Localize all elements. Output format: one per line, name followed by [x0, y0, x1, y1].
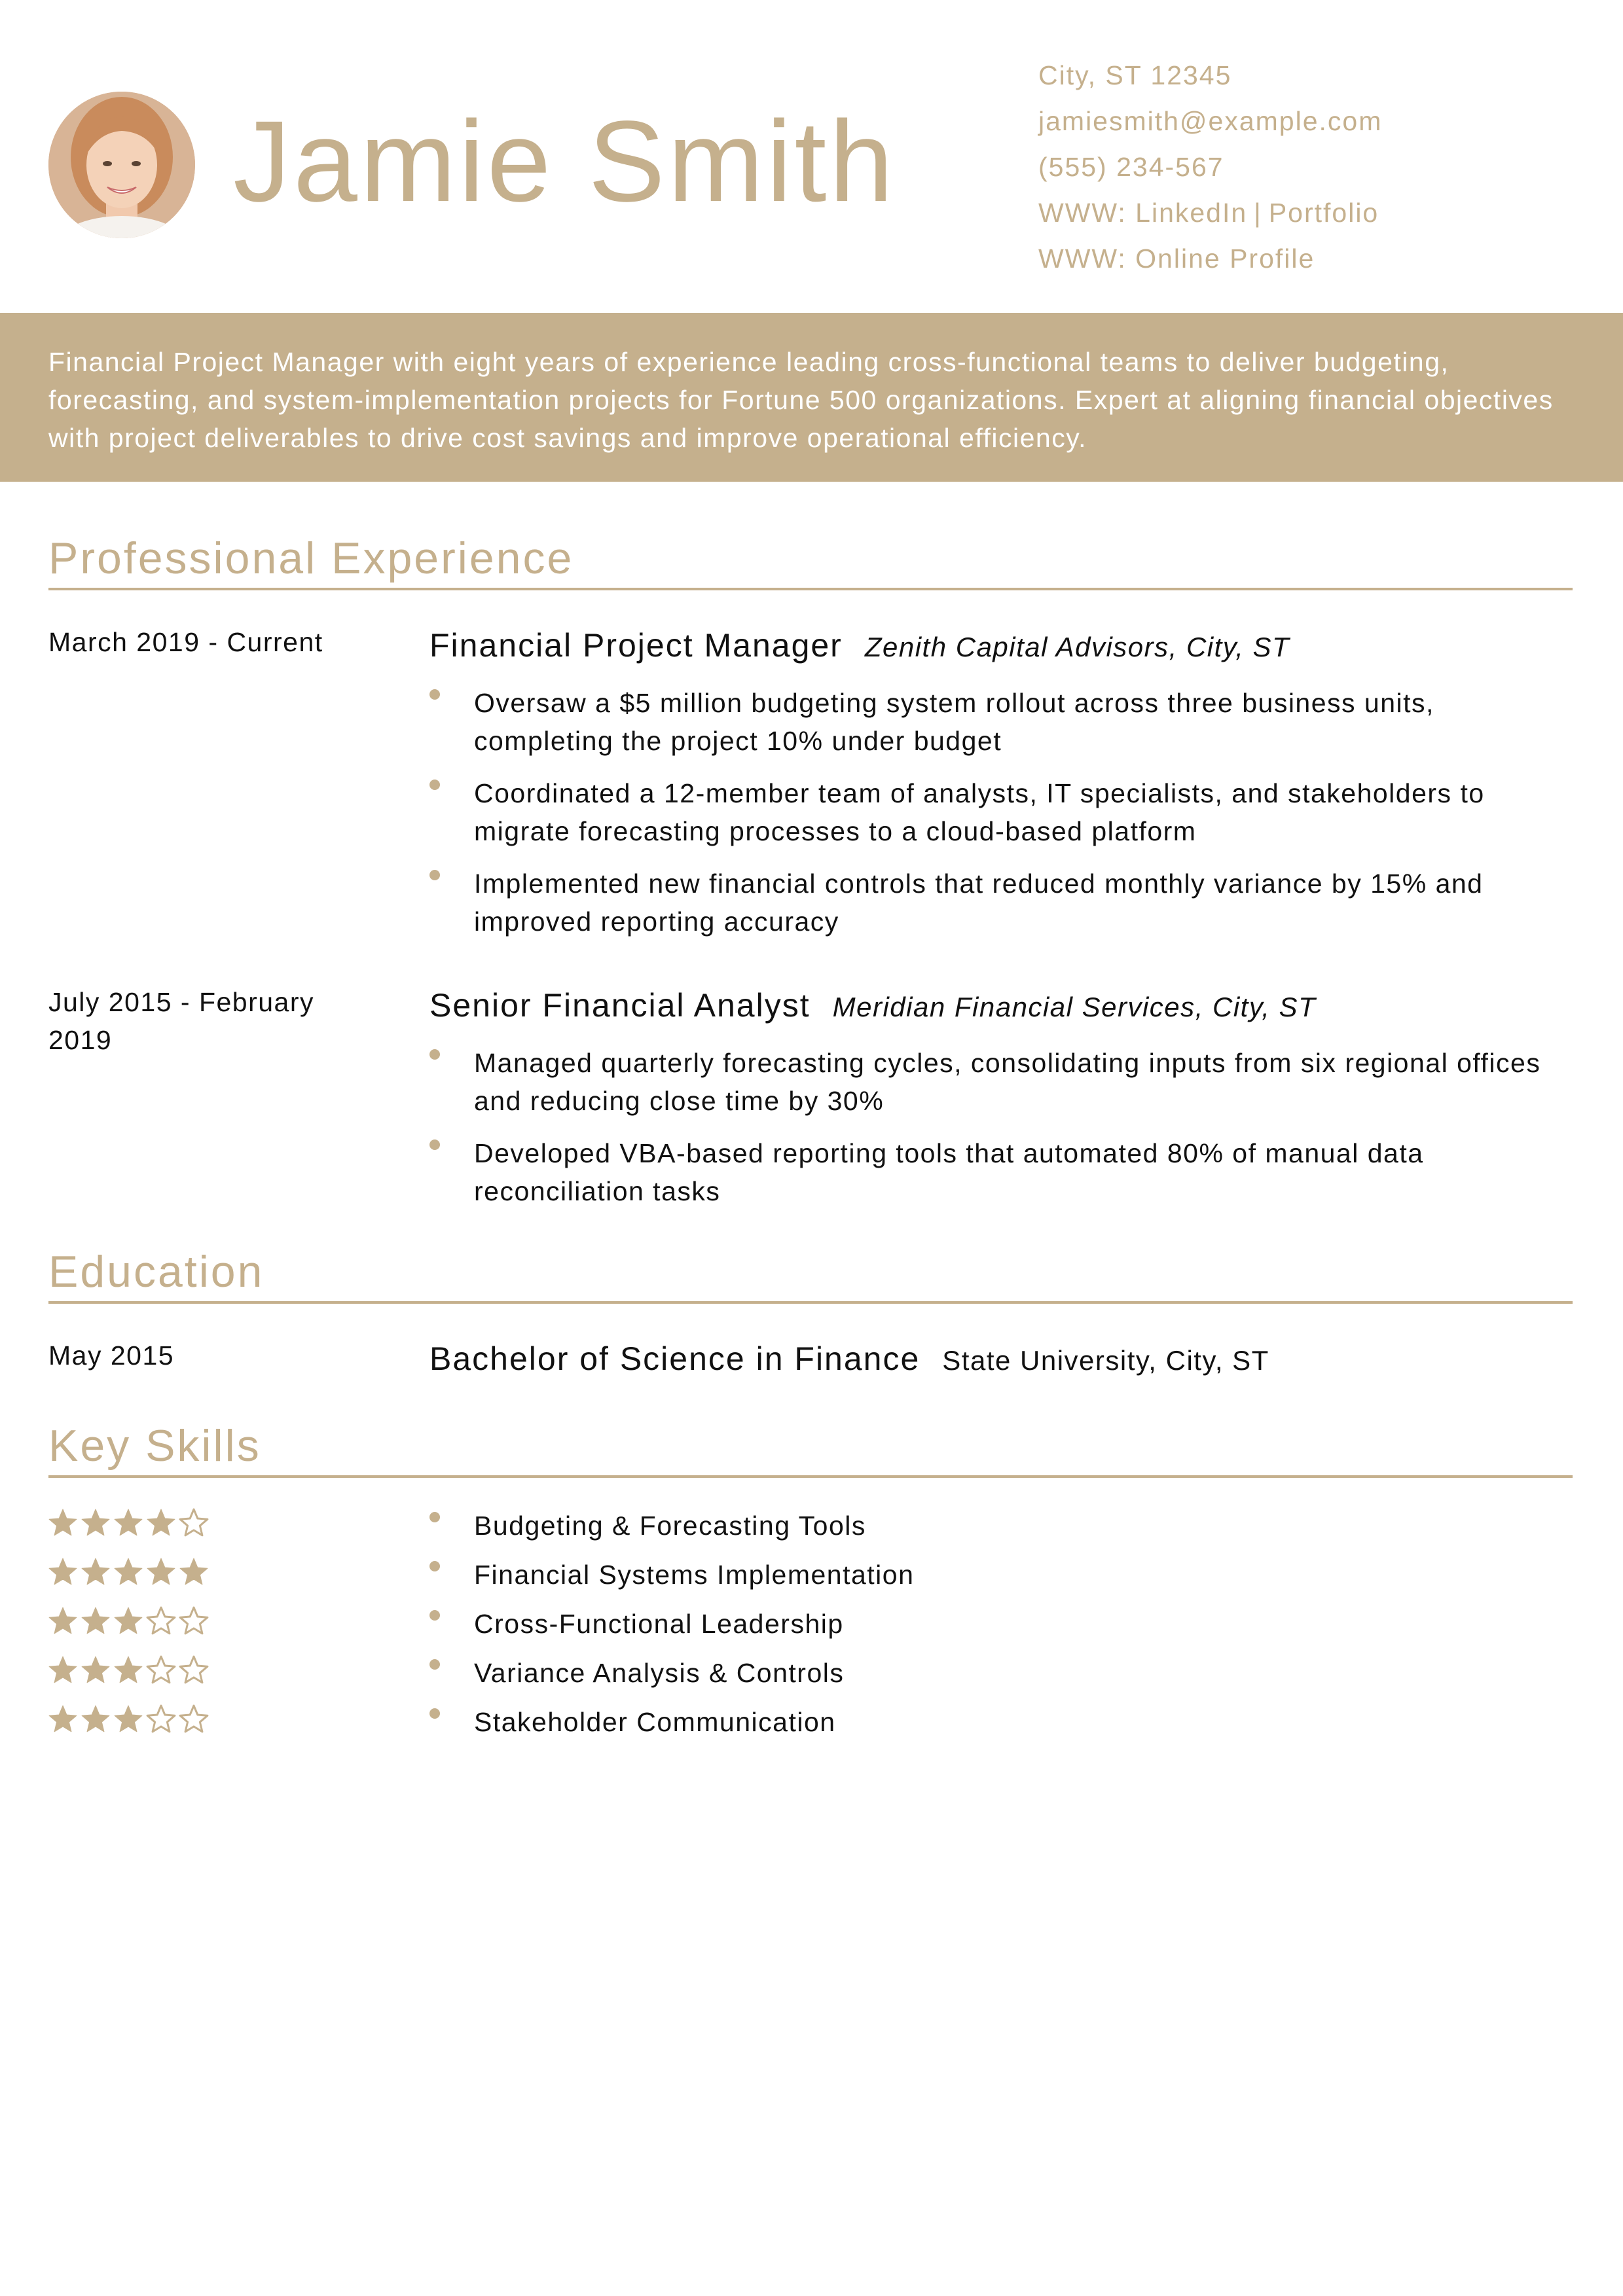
education-date: May 2015 — [48, 1340, 175, 1371]
skill-item — [429, 1654, 1573, 1692]
job-title: Financial Project Manager — [429, 627, 843, 664]
star-outline-icon — [180, 1657, 208, 1683]
skills-heading: Key Skills — [48, 1421, 261, 1471]
skill-item — [429, 1556, 1573, 1594]
job-dates: July 2015 - February 2019 — [48, 987, 315, 1055]
list-item: Oversaw a $5 million budgeting system rollout across three business units, completing the project 10% under budget — [429, 684, 1573, 760]
portfolio-link[interactable]: Portfolio — [1268, 198, 1379, 228]
job-org: Meridian Financial Services, City, ST — [832, 992, 1317, 1022]
skill-item — [429, 1703, 1573, 1741]
candidate-name: Jamie Smith — [233, 98, 896, 226]
profile-photo — [48, 92, 195, 238]
star-filled-icon — [82, 1509, 109, 1535]
skill-name: Financial Systems Implementation — [474, 1560, 915, 1590]
star-outline-icon — [180, 1607, 208, 1634]
skills-section-heading — [48, 1416, 1573, 1478]
job-bullets — [429, 1044, 1573, 1210]
star-filled-icon — [147, 1558, 175, 1585]
experience-section-heading — [48, 529, 1573, 590]
skill-rating-stars — [48, 1604, 219, 1640]
star-filled-icon — [82, 1558, 109, 1585]
star-filled-icon — [49, 1509, 77, 1535]
star-filled-icon — [115, 1558, 142, 1585]
bullet-dot-icon — [429, 780, 440, 790]
list-item: Implemented new financial controls that reduced monthly variance by 15% and improved reporting accuracy — [429, 865, 1573, 941]
skill-rating-stars — [48, 1505, 219, 1542]
job-title-row — [429, 623, 1573, 670]
education-heading: Education — [48, 1247, 264, 1297]
contact-email[interactable]: jamiesmith@example.com — [1038, 106, 1383, 136]
degree: Bachelor of Science in Finance — [429, 1340, 921, 1377]
skill-rating — [48, 1554, 219, 1594]
skill-rating-stars — [48, 1702, 219, 1738]
skill-item — [429, 1507, 1573, 1545]
experience-heading: Professional Experience — [48, 533, 574, 583]
skill-rating — [48, 1653, 219, 1692]
job-entry — [429, 623, 1573, 941]
skill-name: Cross-Functional Leadership — [474, 1609, 844, 1639]
star-filled-icon — [49, 1558, 77, 1585]
star-filled-icon — [49, 1607, 77, 1634]
summary-text: Financial Project Manager with eight years of experience leading cross-functional teams to deliver budgeting, forecasting, and system-implementation projects for Fortune 500 organizations. Expert at aligning financial objectives with project deliverables to drive cost savings and improve operational efficiency. — [48, 347, 1554, 453]
bullet-dot-icon — [429, 1659, 440, 1670]
contact-address: City, ST 12345 — [1038, 60, 1232, 90]
bullet-dot-icon — [429, 870, 440, 880]
job-title: Senior Financial Analyst — [429, 987, 811, 1024]
bullet-dot-icon — [429, 689, 440, 700]
web-prefix: WWW: — [1038, 243, 1127, 274]
summary-band — [0, 313, 1623, 482]
list-item: Coordinated a 12-member team of analysts, IT specialists, and stakeholders to migrate forecasting processes to a cloud-based platform — [429, 774, 1573, 850]
education-section-heading — [48, 1242, 1573, 1304]
education-entry — [429, 1336, 1573, 1383]
star-filled-icon — [49, 1657, 77, 1683]
star-filled-icon — [115, 1509, 142, 1535]
linkedin-link[interactable]: LinkedIn — [1135, 198, 1248, 228]
link-separator: | — [1254, 198, 1262, 228]
bullet-dot-icon — [429, 1512, 440, 1522]
education-title-row — [429, 1336, 1573, 1383]
skill-rating — [48, 1505, 219, 1545]
list-item: Developed VBA-based reporting tools that automated 80% of manual data reconciliation tasks — [429, 1134, 1573, 1210]
job-entry — [429, 983, 1573, 1210]
star-outline-icon — [180, 1706, 208, 1732]
skill-name: Stakeholder Communication — [474, 1707, 836, 1737]
web-prefix: WWW: — [1038, 198, 1127, 228]
star-filled-icon — [82, 1657, 109, 1683]
school: State University, City, ST — [942, 1345, 1269, 1376]
star-outline-icon — [180, 1509, 208, 1535]
skill-rating — [48, 1604, 219, 1643]
star-filled-icon — [82, 1607, 109, 1634]
job-org: Zenith Capital Advisors, City, ST — [864, 632, 1290, 662]
star-filled-icon — [82, 1706, 109, 1732]
skill-name: Budgeting & Forecasting Tools — [474, 1511, 866, 1541]
skill-rating-stars — [48, 1653, 219, 1689]
star-filled-icon — [115, 1607, 142, 1634]
contact-phone: (555) 234-567 — [1038, 152, 1224, 182]
bullet-dot-icon — [429, 1561, 440, 1571]
skill-rating-stars — [48, 1554, 219, 1591]
star-outline-icon — [147, 1657, 175, 1683]
contact-block — [1038, 52, 1575, 281]
job-bullets — [429, 684, 1573, 941]
skill-item — [429, 1605, 1573, 1643]
contact-web-links — [1038, 190, 1575, 236]
bullet-dot-icon — [429, 1139, 440, 1150]
skill-name: Variance Analysis & Controls — [474, 1658, 845, 1688]
star-filled-icon — [180, 1558, 208, 1585]
star-filled-icon — [115, 1706, 142, 1732]
contact-web-profile — [1038, 236, 1575, 281]
bullet-dot-icon — [429, 1610, 440, 1621]
bullet-dot-icon — [429, 1049, 440, 1060]
bullet-dot-icon — [429, 1708, 440, 1719]
skill-rating — [48, 1702, 219, 1741]
star-filled-icon — [115, 1657, 142, 1683]
star-filled-icon — [147, 1509, 175, 1535]
list-item: Managed quarterly forecasting cycles, consolidating inputs from six regional offices and reducing close time by 30% — [429, 1044, 1573, 1120]
profile-photo-image — [48, 92, 195, 238]
online-profile-link[interactable]: Online Profile — [1135, 243, 1315, 274]
star-outline-icon — [147, 1607, 175, 1634]
star-filled-icon — [49, 1706, 77, 1732]
job-title-row — [429, 983, 1573, 1030]
star-outline-icon — [147, 1706, 175, 1732]
job-dates: March 2019 - Current — [48, 627, 323, 657]
